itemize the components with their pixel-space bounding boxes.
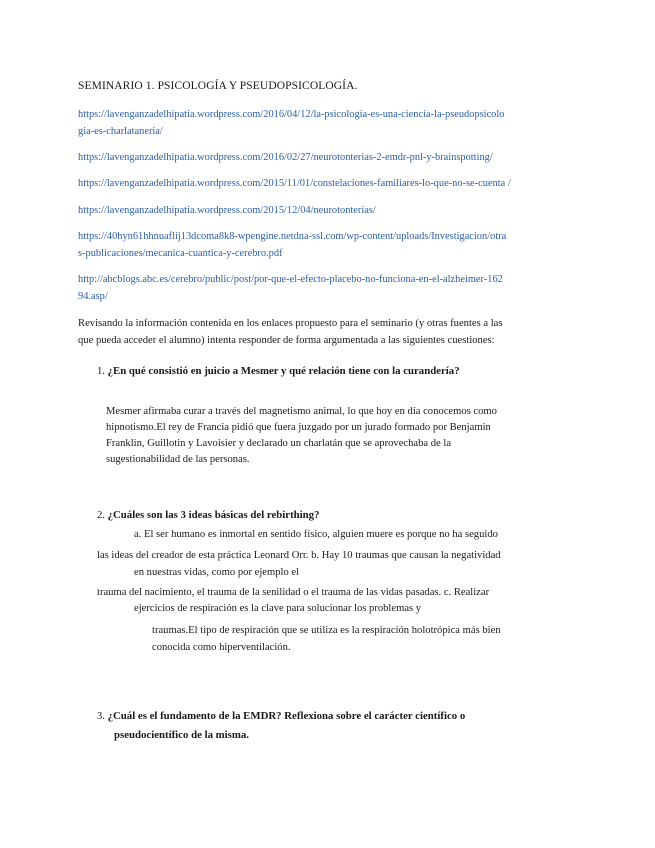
answer-1-line-2: hipnotismo.El rey de Francia pidió que fuera juzgado por un jurado formado por Benjamin [106,422,491,433]
answer-2-line-3: en nuestras vidas, como por ejemplo el [134,567,300,578]
link-2[interactable]: https://lavenganzadelhipatia.wordpress.com/2016/02/27/neurotonterias-2-emdr-pnl-y-brainspotting/ [78,152,493,163]
question-2-text: ¿Cuáles son las 3 ideas básicas del rebirthing? [107,509,320,521]
question-3-text-line-2: pseudocientífico de la misma. [114,729,249,741]
question-3-number: 3. [97,711,105,722]
answer-2-line-7: conocida como hiperventilación. [152,642,291,653]
answer-2-line-6: traumas.El tipo de respiración que se utiliza es la respiración holotrópica más bien [152,625,501,636]
link-1-line-2[interactable]: gia-es-charlataneria/ [78,126,163,137]
question-2 [97,509,319,522]
document-title: SEMINARIO 1. PSICOLOGÍA Y PSEUDOPSICOLOGÍA. [78,80,358,92]
link-6-line-2[interactable]: 94.asp/ [78,291,108,302]
intro-line-2: que pueda acceder el alumno) intenta responder de forma argumentada a las siguientes cuestiones: [78,335,495,346]
question-1 [97,365,460,378]
answer-1-line-4: sugestionabilidad de las personas. [106,454,250,465]
link-6-line-1[interactable]: http://abcblogs.abc.es/cerebro/public/post/por-que-el-efecto-placebo-no-funciona-en-el-alzheimer-162 [78,274,503,285]
answer-2-line-1: a. El ser humano es inmortal en sentido físico, alguien muere es porque no ha seguido [134,529,498,540]
question-1-text: ¿En qué consistió en juicio a Mesmer y qué relación tiene con la curandería? [107,365,460,377]
answer-1-line-1: Mesmer afirmaba curar a través del magnetismo animal, lo que hoy en día conocemos como [106,406,497,417]
intro-line-1: Revisando la información contenida en los enlaces propuesto para el seminario (y otras fuentes a las [78,318,503,329]
answer-1-line-3: Franklin, Guillotin y Lavoisier y declarado un charlatán que se aprovechaba de la [106,438,452,449]
answer-2-line-5: ejercicios de respiración es la clave para solucionar los problemas y [134,603,422,614]
question-3 [97,710,465,723]
link-3[interactable]: https://lavenganzadelhipatia.wordpress.com/2015/11/01/constelaciones-familiares-lo-que-no-se-cuenta / [78,178,511,189]
question-2-number: 2. [97,510,105,521]
link-1-line-1[interactable]: https://lavenganzadelhipatia.wordpress.com/2016/04/12/la-psicologia-es-una-ciencia-la-pseudopsicolo [78,109,505,120]
answer-2-line-2: las ideas del creador de esta práctica Leonard Orr. b. Hay 10 traumas que causan la negatividad [97,550,501,561]
link-5-line-1[interactable]: https://40hyn61hhnuaflij13dcoma8k8-wpengine.netdna-ssl.com/wp-content/uploads/Investigacion/otra [78,231,507,242]
link-5-line-2[interactable]: s-publicaciones/mecanica-cuantica-y-cerebro.pdf [78,248,283,259]
answer-2-line-4: trauma del nacimiento, el trauma de la senilidad o el trauma de las vidas pasadas. c. Realizar [97,587,490,598]
question-1-number: 1. [97,366,105,377]
link-4[interactable]: https://lavenganzadelhipatia.wordpress.com/2015/12/04/neurotonterias/ [78,205,376,216]
question-3-text-line-1: ¿Cuál es el fundamento de la EMDR? Reflexiona sobre el carácter científico o [107,710,466,722]
